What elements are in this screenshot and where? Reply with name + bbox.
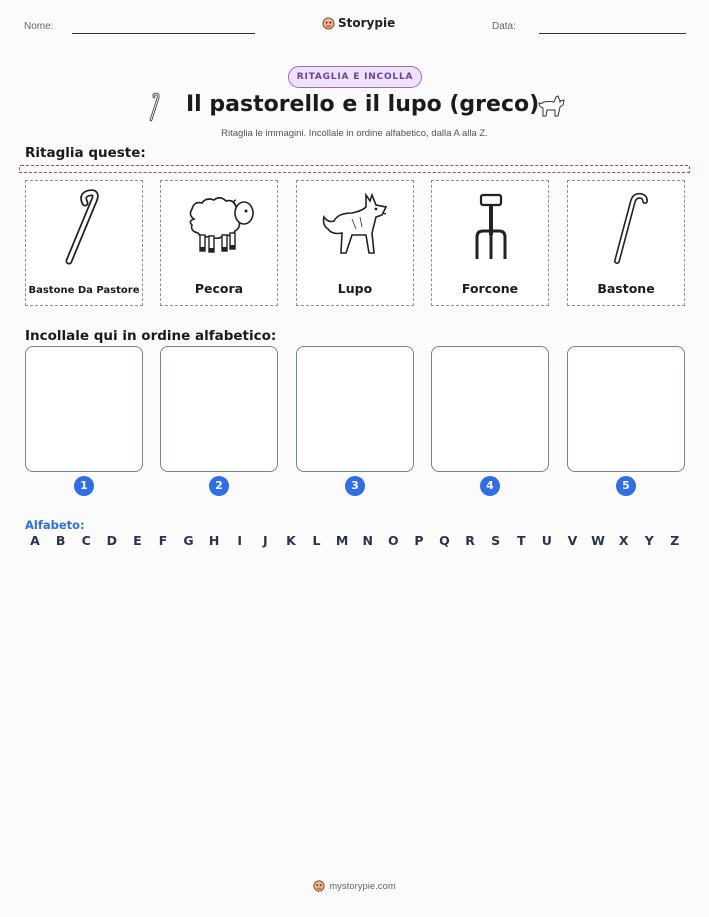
- cutout-card-1[interactable]: [25, 180, 143, 306]
- wolf-icon: [316, 189, 396, 269]
- alphabet-letter: C: [81, 533, 91, 548]
- alphabet-letter: T: [517, 533, 526, 548]
- instructions: Ritaglia le immagini. Incollale in ordine alfabetico, dalla A alla Z.: [221, 128, 488, 139]
- alphabet-letter: O: [387, 533, 399, 548]
- alphabet-letter: E: [133, 533, 142, 548]
- footer-url[interactable]: mystorypie.com: [329, 880, 396, 892]
- alphabet-letter: X: [618, 533, 629, 548]
- cut-line: [19, 165, 690, 173]
- activity-badge: RITAGLIA E INCOLLA: [288, 66, 422, 88]
- alphabet-letter: S: [491, 533, 501, 548]
- alphabet-letter: H: [208, 533, 220, 548]
- alphabet-letter: A: [30, 533, 40, 548]
- card-label: Lupo: [337, 281, 373, 296]
- alphabet-letter: I: [237, 533, 243, 548]
- alphabet-letter: B: [55, 533, 66, 548]
- footer: [0, 880, 709, 892]
- paste-box-5[interactable]: [567, 346, 685, 472]
- storypie-logo-icon: [322, 17, 335, 30]
- paste-box-2[interactable]: [160, 346, 278, 472]
- cutout-card-3[interactable]: [296, 180, 414, 306]
- date-line: [539, 33, 686, 34]
- brand-name: Storypie: [338, 16, 396, 30]
- wolf-icon: [536, 92, 570, 122]
- paste-box-1[interactable]: [25, 346, 143, 472]
- alphabet-letter: Y: [644, 533, 654, 548]
- alphabet-letter: Z: [670, 533, 680, 548]
- name-label: Nome:: [24, 21, 54, 32]
- alphabet-letter: K: [286, 533, 296, 548]
- alphabet-letter: L: [312, 533, 321, 548]
- card-label: Bastone: [597, 281, 655, 296]
- slot-number-3: 3: [345, 476, 365, 496]
- date-label: Data:: [492, 21, 516, 32]
- paste-box-3[interactable]: [296, 346, 414, 472]
- page-title: Il pastorello e il lupo (greco): [186, 92, 540, 117]
- alphabet-letter: J: [263, 533, 268, 548]
- alphabet-letter: F: [158, 533, 168, 548]
- name-line: [72, 33, 255, 34]
- storypie-logo-icon: [313, 880, 325, 892]
- paste-box-4[interactable]: [431, 346, 549, 472]
- slot-number-1: 1: [74, 476, 94, 496]
- sheep-icon: [180, 189, 260, 269]
- slot-number-5: 5: [616, 476, 636, 496]
- alphabet-row: [25, 533, 685, 548]
- paste-heading: Incollale qui in ordine alfabetico:: [25, 328, 277, 344]
- shepherd-crook-icon: [45, 189, 125, 269]
- alphabet-letter: W: [591, 533, 605, 548]
- alphabet-letter: Q: [439, 533, 450, 548]
- card-label: Forcone: [461, 281, 519, 296]
- cutout-card-4[interactable]: [431, 180, 549, 306]
- alphabet-letter: U: [541, 533, 552, 548]
- page-header: [0, 16, 709, 40]
- title-row: [0, 92, 709, 124]
- alphabet-letter: N: [362, 533, 373, 548]
- cutout-card-2[interactable]: [160, 180, 278, 306]
- cane-icon: [587, 189, 667, 269]
- alphabet-letter: P: [414, 533, 424, 548]
- alphabet-letter: D: [106, 533, 117, 548]
- cut-heading: Ritaglia queste:: [25, 145, 146, 161]
- card-label: Pecora: [194, 281, 244, 296]
- slot-number-4: 4: [480, 476, 500, 496]
- shepherd-staff-icon: [146, 92, 164, 122]
- pitchfork-icon: [451, 189, 531, 269]
- alphabet-letter: V: [567, 533, 578, 548]
- alphabet-heading: Alfabeto:: [25, 518, 85, 532]
- alphabet-letter: R: [465, 533, 475, 548]
- alphabet-letter: G: [183, 533, 194, 548]
- card-label: Bastone Da Pastore: [28, 285, 140, 296]
- cutout-card-5[interactable]: [567, 180, 685, 306]
- slot-number-2: 2: [209, 476, 229, 496]
- alphabet-letter: M: [335, 533, 349, 548]
- brand: [322, 16, 395, 30]
